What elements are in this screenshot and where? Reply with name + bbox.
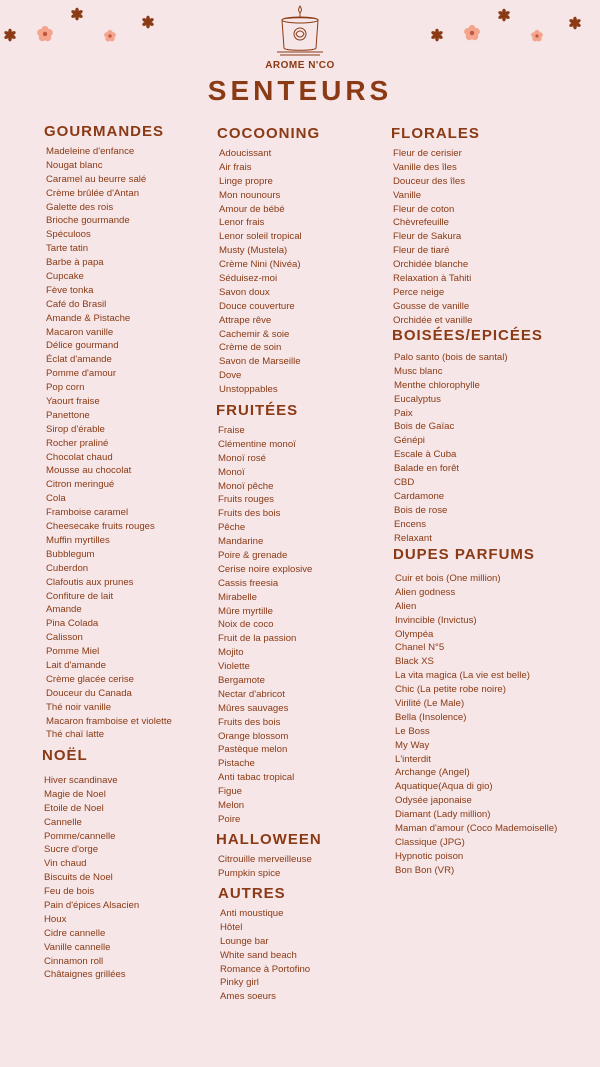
list-item: White sand beach (220, 949, 297, 961)
list-item: Délice gourmand (46, 340, 119, 352)
list-item: Génépi (394, 435, 425, 447)
list-item: Sirop d'érable (46, 423, 105, 435)
list-cocooning (217, 147, 320, 397)
list-item: Romance à Portofino (220, 963, 311, 975)
list-item: Fève tonka (46, 284, 94, 296)
list-item: Odysée japonaise (395, 795, 472, 807)
list-item: Aquatique(Aqua di gio) (395, 781, 493, 793)
section-florales (391, 125, 480, 328)
list-item: Lenor frais (219, 217, 265, 229)
list-item: Confiture de lait (46, 590, 114, 602)
list-item: Pop corn (46, 382, 85, 394)
list-item: Perce neige (393, 286, 445, 298)
list-item: Macaron vanille (46, 326, 114, 338)
section-title-halloween: HALLOWEEN (216, 831, 322, 848)
list-item: Poire & grenade (218, 550, 288, 562)
list-item: Pumpkin spice (218, 867, 281, 879)
list-item: Fruit de la passion (218, 633, 297, 645)
list-item: Séduisez-moi (219, 273, 278, 285)
list-florales (391, 147, 480, 328)
section-cocooning (217, 125, 320, 397)
list-item: Bois de rose (394, 504, 448, 516)
section-title-florales: FLORALES (391, 125, 480, 142)
list-item: Virilité (Le Male) (395, 698, 465, 710)
list-item: Alien godness (395, 586, 456, 598)
section-title-boisees: BOISÉES/EPICÉES (392, 327, 543, 344)
list-item: Muffin myrtilles (46, 534, 110, 546)
section-title-autres: AUTRES (218, 885, 286, 902)
list-item: Feu de bois (44, 886, 95, 898)
list-item: Fruits des bois (218, 716, 281, 728)
list-dupes (393, 572, 557, 878)
list-item: Panettone (46, 409, 90, 421)
section-title-gourmandes: GOURMANDES (44, 123, 165, 140)
list-item: Savon de Marseille (219, 356, 301, 368)
section-dupes (393, 546, 557, 878)
list-item: Linge propre (219, 175, 273, 187)
list-item: Dove (219, 370, 242, 382)
list-item: Chanel N°5 (395, 642, 445, 654)
list-item: Cuberdon (46, 562, 89, 574)
list-item: Rocher praliné (46, 437, 109, 449)
list-item: Air frais (219, 161, 252, 173)
list-item: Amande & Pistache (46, 312, 131, 324)
list-item: Vanille des îles (393, 161, 457, 173)
list-item: Figue (218, 786, 242, 798)
list-item: Attrape rêve (219, 314, 272, 326)
list-item: Galette des rois (46, 201, 114, 213)
list-item: My Way (395, 739, 430, 751)
list-item: Cupcake (46, 271, 84, 283)
list-item: Anti tabac tropical (218, 772, 295, 784)
list-item: Cassis freesia (218, 577, 279, 589)
list-item: Relaxation à Tahiti (393, 273, 472, 285)
list-item: Mon nounours (219, 189, 281, 201)
list-item: Thé noir vanille (46, 701, 112, 713)
list-item: Alien (395, 600, 417, 612)
list-item: Lenor soleil tropical (219, 231, 302, 243)
list-item: Nougat blanc (46, 159, 103, 171)
list-item: Amour de bébé (219, 203, 285, 215)
list-item: Orchidée blanche (393, 259, 469, 271)
list-item: Mirabelle (218, 591, 257, 603)
section-halloween (216, 831, 322, 881)
list-item: Cheesecake fruits rouges (46, 521, 155, 533)
list-item: Unstoppables (219, 384, 278, 396)
list-item: Fleur de tiaré (393, 245, 450, 257)
list-item: CBD (394, 477, 415, 489)
list-item: Poire (218, 813, 241, 825)
list-item: Violette (218, 661, 250, 673)
list-item: Hôtel (220, 921, 243, 933)
section-title-noel: NOËL (42, 747, 88, 764)
section-fruitees (216, 402, 312, 827)
list-item: Bubblegum (46, 548, 95, 560)
list-item: Pain d'épices Alsacien (44, 900, 140, 912)
list-boisees (392, 351, 543, 545)
list-item: Diamant (Lady million) (395, 809, 491, 821)
list-item: La vita magica (La vie est belle) (395, 670, 530, 682)
list-item: Magie de Noel (44, 788, 106, 800)
list-item: Pistache (218, 758, 255, 770)
section-boisees (392, 327, 543, 545)
list-item: Fleur de coton (393, 203, 455, 215)
list-item: Palo santo (bois de santal) (394, 352, 508, 363)
list-item: Paix (394, 407, 413, 419)
list-item: Crème glacée cerise (46, 673, 134, 685)
list-item: Lounge bar (220, 935, 269, 947)
list-item: Eucalyptus (394, 393, 441, 405)
list-item: Yaourt fraise (46, 396, 100, 408)
list-item: Châtaignes grillées (44, 969, 126, 981)
list-item: Escale à Cuba (394, 449, 457, 461)
list-item: Fruits rouges (218, 494, 274, 506)
list-item: Gousse de vanille (393, 300, 470, 312)
section-title-dupes: DUPES PARFUMS (393, 546, 535, 563)
list-gourmandes (44, 145, 172, 742)
list-item: Monoï (218, 466, 245, 478)
list-item: Relaxant (394, 532, 432, 544)
list-item: Cachemir & soie (219, 328, 290, 340)
list-item: Vanille cannelle (44, 941, 111, 953)
list-item: Nectar d'abricot (218, 688, 285, 700)
list-item: Lait d'amande (46, 659, 106, 671)
list-item: Cerise noire explosive (218, 563, 313, 575)
list-item: Éclat d'amande (46, 354, 112, 366)
list-item: Savon doux (219, 286, 270, 298)
list-item: Etoile de Noel (44, 802, 104, 814)
list-item: Monoï pêche (218, 480, 274, 492)
list-item: Amande (46, 604, 82, 616)
list-item: Thé chaï latte (46, 729, 105, 741)
section-title-cocooning: COCOONING (217, 125, 321, 142)
list-item: Madeleine d'enfance (46, 146, 135, 157)
list-item: Hiver scandinave (44, 775, 118, 786)
list-item: Biscuits de Noel (44, 872, 113, 884)
list-item: Fraise (218, 425, 245, 436)
list-item: Balade en forêt (394, 463, 460, 475)
list-item: Bergamote (218, 675, 265, 687)
list-item: Chèvrefeuille (393, 217, 449, 229)
list-noel (42, 774, 139, 982)
page-title: SENTEURS (207, 75, 393, 106)
list-item: Pinky girl (220, 977, 259, 989)
list-item: Bella (Insolence) (395, 711, 467, 723)
list-item: Chic (La petite robe noire) (395, 684, 506, 696)
list-item: Chocolat chaud (46, 451, 113, 463)
list-item: Douceur des îles (393, 175, 465, 187)
list-item: Brioche gourmande (46, 215, 130, 227)
list-item: Clafoutis aux prunes (46, 576, 134, 588)
list-item: Pina Colada (46, 618, 99, 630)
list-fruitees (216, 424, 312, 827)
list-item: Pastèque melon (218, 744, 288, 756)
candle-logo-icon (265, 2, 335, 58)
list-item: Fleur de Sakura (393, 231, 462, 243)
list-item: Pomme/cannelle (44, 830, 116, 842)
list-item: Pomme Miel (46, 646, 100, 658)
list-item: Mousse au chocolat (46, 465, 132, 477)
list-item: Le Boss (395, 725, 430, 737)
list-item: Musc blanc (394, 365, 443, 377)
list-item: Citron meringué (46, 479, 115, 491)
brand-name: AROME N'CO (265, 60, 335, 71)
list-item: Menthe chlorophylle (394, 379, 480, 391)
list-item: Olympéa (395, 628, 434, 640)
list-item: Bois de Gaïac (394, 421, 455, 433)
flower-decoration-left (0, 0, 170, 50)
list-halloween (216, 853, 322, 881)
list-item: Tarte tatin (46, 243, 89, 255)
list-item: Barbe à papa (46, 257, 104, 269)
list-item: Sucre d'orge (44, 844, 99, 856)
list-item: Mûres sauvages (218, 702, 289, 714)
list-item: Pêche (218, 522, 246, 534)
list-autres (218, 907, 310, 1004)
list-item: Crème brûlée d'Antan (46, 187, 140, 199)
list-item: Mojito (218, 647, 244, 659)
list-item: Orange blossom (218, 730, 289, 742)
list-item: Musty (Mustela) (219, 245, 288, 257)
list-item: Vin chaud (44, 858, 87, 870)
list-item: Café do Brasil (46, 298, 107, 310)
list-item: Citrouille merveilleuse (218, 854, 312, 865)
list-item: Macaron framboise et violette (46, 715, 172, 727)
list-item: Cola (46, 493, 66, 505)
list-item: Monoï rosé (218, 452, 266, 464)
list-item: Caramel au beurre salé (46, 173, 147, 185)
section-title-fruitees: FRUITÉES (216, 402, 299, 419)
section-autres (218, 885, 310, 1004)
list-item: Black XS (395, 656, 434, 668)
list-item: Cidre cannelle (44, 927, 106, 939)
list-item: Douce couverture (219, 300, 295, 312)
list-item: Crème Nini (Nivéa) (219, 259, 301, 271)
list-item: Maman d'amour (Coco Mademoiselle) (395, 823, 558, 835)
list-item: Adoucissant (219, 148, 272, 159)
list-item: Douceur du Canada (46, 687, 132, 699)
list-item: Cardamone (394, 490, 445, 502)
list-item: Noix de coco (218, 619, 274, 631)
list-item: Pomme d'amour (46, 368, 117, 380)
flower-decoration-right (420, 0, 600, 50)
list-item: Anti moustique (220, 908, 284, 919)
list-item: Cinnamon roll (44, 955, 104, 967)
list-item: Framboise caramel (46, 507, 129, 519)
list-item: Bon Bon (VR) (395, 864, 455, 876)
list-item: Fleur de cerisier (393, 148, 462, 159)
list-item: Crème de soin (219, 342, 282, 354)
list-item: Calisson (46, 632, 83, 644)
list-item: Mandarine (218, 536, 264, 548)
list-item: Mûre myrtille (218, 605, 273, 617)
list-item: Encens (394, 518, 426, 530)
list-item: Classique (JPG) (395, 836, 465, 848)
list-item: Orchidée et vanille (393, 314, 473, 326)
section-noel (42, 747, 139, 982)
list-item: Cannelle (44, 816, 82, 828)
list-item: Houx (44, 913, 67, 925)
list-item: Archange (Angel) (395, 767, 470, 779)
list-item: Invincible (Invictus) (395, 614, 477, 626)
list-item: Clémentine monoï (218, 438, 296, 450)
list-item: Vanille (393, 189, 422, 201)
list-item: Ames soeurs (220, 991, 276, 1003)
list-item: Melon (218, 800, 245, 812)
section-gourmandes (44, 123, 172, 742)
list-item: Hypnotic poison (395, 850, 464, 862)
list-item: L'interdit (395, 753, 431, 765)
list-item: Fruits des bois (218, 508, 281, 520)
list-item: Spéculoos (46, 229, 91, 241)
list-item: Cuir et bois (One million) (395, 573, 501, 584)
